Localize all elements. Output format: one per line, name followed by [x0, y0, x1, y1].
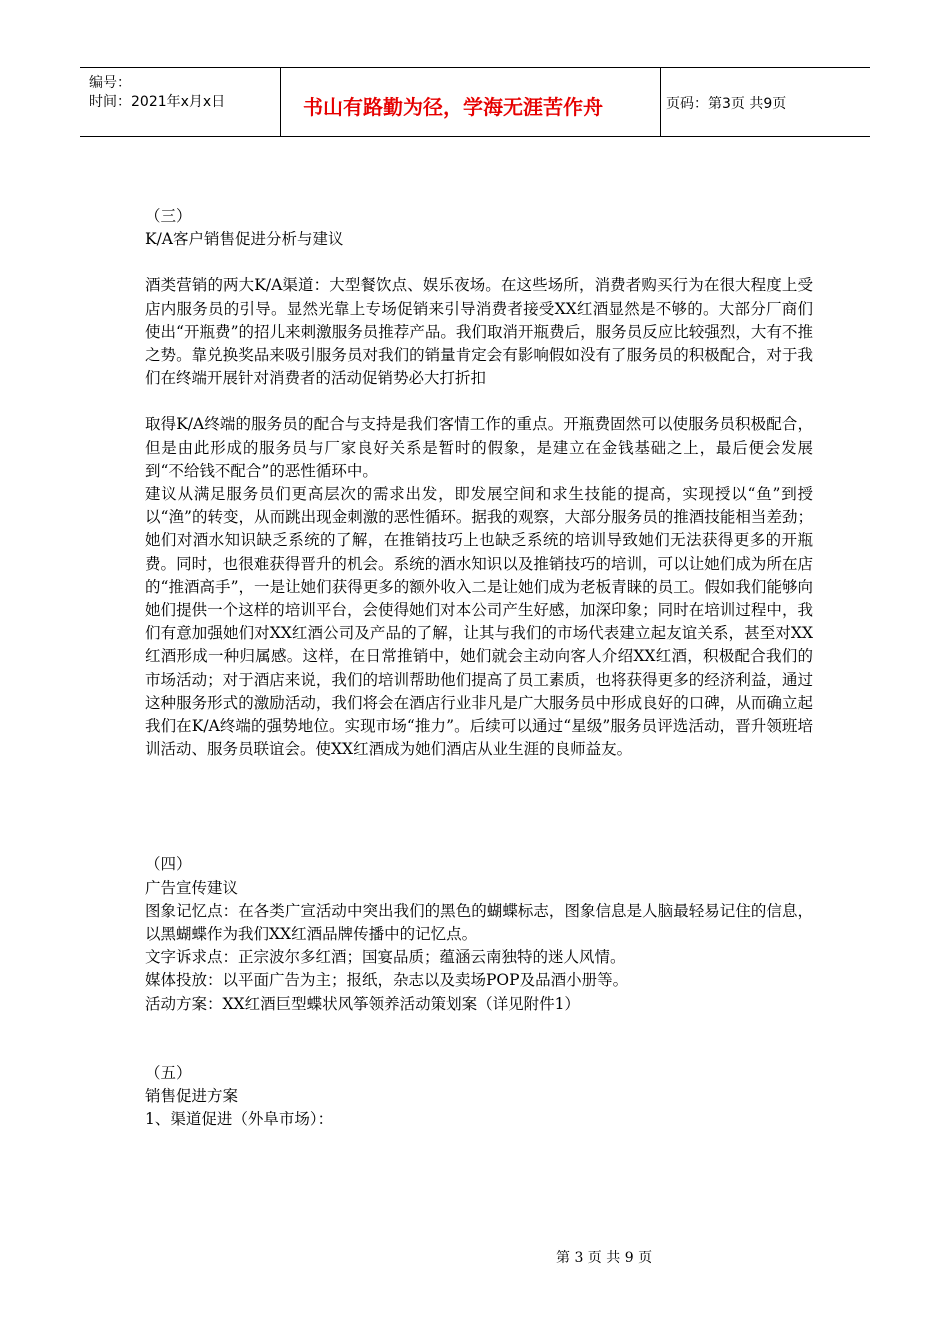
- document-date: 时间：2021年x月x日: [89, 94, 226, 110]
- header-meta-cell: [80, 68, 281, 136]
- section-4-paragraph-2: 文字诉求点：正宗波尔多红酒；国宴品质；蕴涵云南独特的迷人风情。: [145, 948, 626, 967]
- header-page-cell: [661, 68, 870, 136]
- section-3-paragraph-1: 酒类营销的两大K/A渠道：大型餐饮点、娱乐夜场。在这些场所，消费者购买行为在很大程度上受店内服务员的引导。显然光靠上专场促销来引导消费者接受XX红酒显然是不够的。大部分厂商们使出“开瓶费”的招儿来刺激服务员推荐产品。我们取消开瓶费后，服务员反应比较强烈，大有不推之势。靠兑换奖品来吸引服务员对我们的销量肯定会有影响假如没有了服务员的积极配合，对于我们在终端开展针对消费者的活动促销势必大打折扣: [145, 276, 813, 388]
- section-3-title: K/A客户销售促进分析与建议: [145, 230, 344, 249]
- header-page-info: 页码：第3页 共9页: [666, 96, 787, 112]
- page-footer: 第 3 页 共 9 页: [556, 1250, 653, 1266]
- header-motto-cell: [281, 68, 661, 136]
- section-5-title: 销售促进方案: [145, 1087, 239, 1106]
- document-body: [145, 205, 813, 1132]
- page-header: [80, 67, 870, 137]
- section-4-number: （四）: [145, 855, 192, 874]
- header-motto: 书山有路勤为径，学海无涯苦作舟: [303, 95, 603, 119]
- section-4-title: 广告宣传建议: [145, 878, 239, 897]
- section-3-paragraph-3: 建议从满足服务员们更高层次的需求出发，即发展空间和求生技能的提高，实现授以“鱼”到授以“渔”的转变，从而跳出现金刺激的恶性循环。据我的观察，大部分服务员的推酒技能相当差劲；她们对酒水知识缺乏系统的了解，在推销技巧上也缺乏系统的培训导致她们无法获得更多的开瓶费。同时，也很难获得晋升的机会。系统的酒水知识以及推销技巧的培训，可以让她们成为所在店的“推酒高手”，一是让她们获得更多的额外收入二是让她们成为老板青睐的员工。假如我们能够向她们提供一个这样的培训平台，会使得她们对本公司产生好感，加深印象；同时在培训过程中，我们有意加强她们对XX红酒公司及产品的了解，让其与我们的市场代表建立起友谊关系，甚至对XX红酒形成一种归属感。这样，在日常推销中，她们就会主动向客人介绍XX红酒，积极配合我们的市场活动；对于酒店来说，我们的培训帮助他们提高了员工素质，也将获得更多的经济利益，通过这种服务形式的激励活动，我们将会在酒店行业非凡是广大服务员中形成良好的口碑，从而确立起我们在K/A终端的强势地位。实现市场“推力”。后续可以通过“星级”服务员评选活动，晋升领班培训活动、服务员联谊会。使XX红酒成为她们酒店从业生涯的良师益友。: [145, 485, 813, 759]
- section-4-paragraph-1: 图象记忆点：在各类广宣活动中突出我们的黑色的蝴蝶标志，图象信息是人脑最轻易记住的信息，以黑蝴蝶作为我们XX红酒品牌传播中的记忆点。: [145, 901, 813, 944]
- section-3-number: （三）: [145, 207, 192, 225]
- section-3-paragraph-2: 取得K/A终端的服务员的配合与支持是我们客情工作的重点。开瓶费固然可以使服务员积极配合，但是由此形成的服务员与厂家良好关系是暂时的假象，是建立在金钱基础之上，最后便会发展到“不给钱不配合”的恶性循环中。: [145, 415, 813, 480]
- section-5-paragraph-1: 1、渠道促进（外阜市场）：: [145, 1110, 334, 1129]
- section-4-paragraph-4: 活动方案：XX红酒巨型蝶状风筝领养活动策划案（详见附件1）: [145, 994, 580, 1013]
- document-number-label: 编号：: [89, 75, 131, 91]
- section-5-number: （五）: [145, 1063, 192, 1082]
- section-4-paragraph-3: 媒体投放：以平面广告为主；报纸，杂志以及卖场POP及品酒小册等。: [145, 971, 629, 990]
